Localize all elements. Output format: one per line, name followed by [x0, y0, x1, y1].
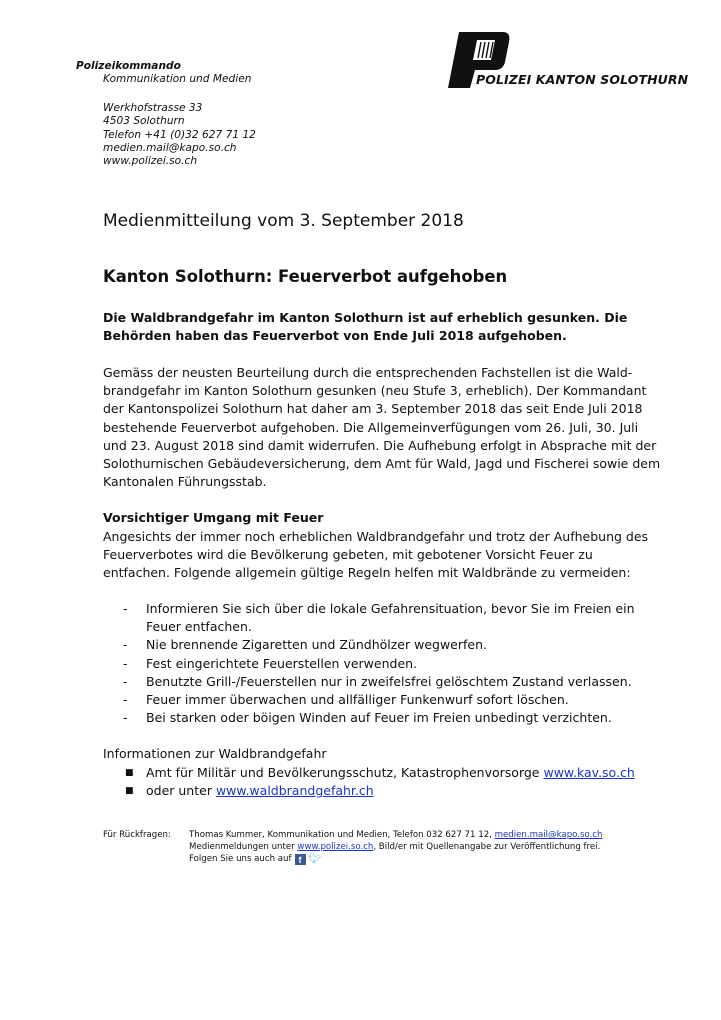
dash-bullet: - [123, 655, 128, 671]
dash-bullet: - [123, 601, 128, 616]
sender-block [76, 60, 251, 87]
list-item: - Nie brennende Zigaretten und Zündhölzer wegwerfen. [103, 636, 663, 654]
contact-email: medien.mail@kapo.so.ch [103, 141, 237, 154]
logo-wordmark: POLIZEI KANTON SOLOTHURN [476, 72, 689, 87]
list-item: - Benutzte Grill-/Feuerstellen nur in zweifelsfrei gelöschtem Zustand verlassen. [103, 673, 663, 691]
contact-web: www.polizei.so.ch [103, 155, 198, 168]
contact-street: Werkhofstrasse 33 [103, 102, 203, 114]
dash-bullet: - [123, 710, 128, 726]
contact-phone: Telefon +41 (0)32 627 71 12 [103, 128, 256, 141]
facebook-icon[interactable]: f [295, 854, 306, 865]
info-heading: Informationen zur Waldbrandgefahr [103, 746, 327, 761]
body-paragraph-2: Angesichts der immer noch erheblichen Waldbrandgefahr und trotz der Aufhebung des Feuerverbotes wird die Bevölkerung gebeten, mit gebotener Vorsicht Feuer zu entfachen. Folgende allgemein gültige Regeln helfen mit Waldbrände zu vermeiden: [103, 529, 649, 581]
dash-bullet: - [123, 673, 128, 689]
kav-link[interactable]: www.kav.so.ch [543, 765, 635, 780]
footer-email-link[interactable]: medien.mail@kapo.so.ch [494, 830, 603, 840]
document-date: Medienmitteilung vom 3. September 2018 [103, 211, 464, 231]
rules-list [103, 600, 663, 727]
twitter-icon[interactable]: 🐦︎ [308, 853, 322, 865]
waldbrandgefahr-link[interactable]: www.waldbrandgefahr.ch [215, 783, 374, 799]
list-item: - Feuer immer überwachen und allfälliger Funkenwurf sofort löschen. [103, 691, 663, 709]
list-item: ■ Amt für Militär und Bevölkerungsschutz, Katastrophenvorsorge www.kav.so.ch [103, 764, 663, 782]
lead-paragraph: Die Waldbrandgefahr im Kanton Solothurn ist auf erheblich gesunken. Die Behörden haben das Feuerverbot von Ende Juli 2018 aufgehoben. [103, 310, 628, 344]
list-item: ■ oder unter www.waldbrandgefahr.ch [103, 782, 663, 800]
section-heading: Vorsichtiger Umgang mit Feuer [103, 510, 324, 525]
sender-dept: Kommunikation und Medien [103, 73, 252, 86]
square-bullet: ■ [125, 786, 134, 797]
list-item: - Fest eingerichtete Feuerstellen verwenden. [103, 655, 663, 673]
list-item: - Bei starken oder böigen Winden auf Feuer im Freien unbedingt verzichten. [103, 709, 663, 727]
footer-contact: Thomas Kummer, Kommunikation und Medien, Telefon 032 627 71 12, medien.mail@kapo.so.ch Medienmeldungen unter www.polizei.so.ch, Bild/er mit Quellenangabe zur Veröffentlichung frei. Folgen Sie uns auch auf f 🐦︎ [189, 830, 603, 865]
contact-city: 4503 Solothurn [103, 115, 185, 128]
info-list [103, 764, 663, 800]
footer-label: Für Rückfragen: [103, 830, 171, 840]
dash-bullet: - [123, 692, 128, 708]
document-title: Kanton Solothurn: Feuerverbot aufgehoben [103, 267, 508, 286]
body-paragraph-1: Gemäss der neusten Beurteilung durch die entsprechenden Fachstellen ist die Wald- brandgefahr im Kanton Solothurn gesunken (neu Stufe 3, erheblich). Der Kommandant der Kantonspolizei Solothurn hat daher am 3. September 2018 das seit Ende Juli 2018 bestehende Feuerverbot aufgehoben. Die Allgemeinverfügungen vom 26. Juli, 30. Juli und 23. August 2018 sind damit widerrufen. Die Aufhebung erfolgt in Absprache mit der Solothurnischen Gebäudeversicherung, dem Amt für Wald, Jagd und Fischerei sowie dem Kantonalen Führungsstab. [103, 365, 661, 490]
square-bullet: ■ [125, 768, 134, 778]
dash-bullet: - [123, 637, 128, 653]
list-item: - Informieren Sie sich über die lokale Gefahrensituation, bevor Sie im Freien ein Feuer entfachen. [123, 601, 635, 635]
sender-org: Polizeikommando [76, 60, 181, 72]
footer-web-link[interactable]: www.polizei.so.ch [297, 841, 374, 852]
contact-block [103, 102, 256, 168]
